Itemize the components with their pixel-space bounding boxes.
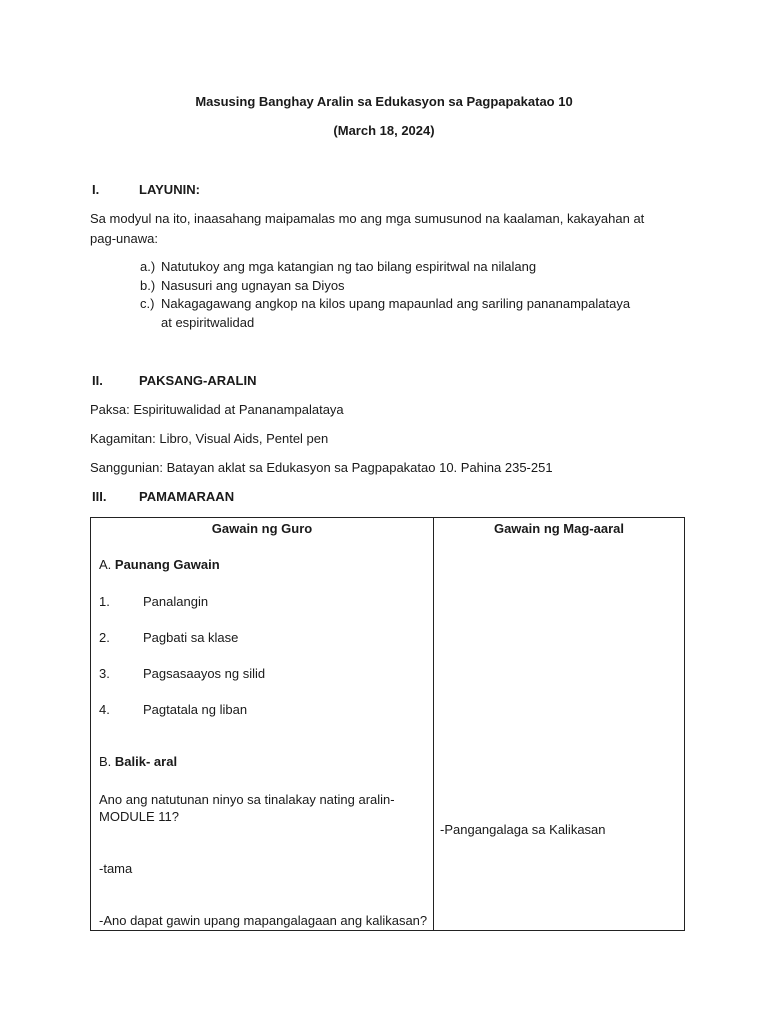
step-number: 4. bbox=[99, 702, 110, 717]
student-column bbox=[434, 518, 685, 931]
teacher-response: -tama bbox=[99, 861, 133, 876]
section-1-numeral: I. bbox=[92, 182, 100, 197]
section-3-numeral: III. bbox=[92, 489, 107, 504]
section-2-numeral: II. bbox=[92, 373, 103, 388]
review-question-line-1: Ano ang natutunan ninyo sa tinalakay nating aralin- bbox=[99, 792, 395, 807]
part-b-title: Balik- aral bbox=[114, 754, 178, 769]
part-b-heading bbox=[99, 754, 177, 769]
section-2-heading: PAKSANG-ARALIN bbox=[139, 373, 257, 388]
section-1-heading: LAYUNIN: bbox=[139, 182, 200, 197]
kagamitan-line: Kagamitan: Libro, Visual Aids, Pentel pen bbox=[90, 431, 329, 446]
document-title: Masusing Banghay Aralin sa Edukasyon sa Pagpapakatao 10 bbox=[195, 94, 573, 109]
part-a-heading bbox=[99, 557, 220, 572]
objective-marker: a.) bbox=[140, 259, 156, 274]
step-number: 1. bbox=[99, 594, 110, 609]
objective-marker: b.) bbox=[140, 277, 156, 293]
lesson-plan-table bbox=[90, 517, 685, 931]
step-text: Pagbati sa klase bbox=[143, 630, 239, 645]
objective-text: Nakagagawang angkop na kilos upang mapaunlad ang sariling pananampalataya at espiritwalidad bbox=[161, 296, 631, 330]
section-1-intro: Sa modyul na ito, inaasahang maipamalas mo ang mga sumusunod na kaalaman, kakayahan at pag-unawa: bbox=[90, 211, 645, 246]
objective-text: Nasusuri ang ugnayan sa Diyos bbox=[161, 277, 345, 293]
objective-text: Natutukoy ang mga katangian ng tao bilang espiritwal na nilalang bbox=[161, 259, 537, 274]
teacher-column-header: Gawain ng Guro bbox=[211, 521, 313, 536]
document-date: (March 18, 2024) bbox=[333, 123, 435, 138]
section-3-heading: PAMAMARAAN bbox=[139, 489, 235, 504]
step-number: 3. bbox=[99, 666, 110, 681]
part-a-prefix: A. bbox=[99, 557, 115, 572]
step-text: Panalangin bbox=[143, 594, 209, 609]
teacher-question-2: -Ano dapat gawin upang mapangalagaan ang kalikasan? bbox=[99, 913, 428, 928]
part-b-prefix: B. bbox=[99, 754, 115, 769]
objective-item bbox=[140, 258, 640, 277]
student-column-header: Gawain ng Mag-aaral bbox=[493, 521, 625, 536]
student-answer: -Pangangalaga sa Kalikasan bbox=[440, 822, 606, 837]
paksa-line: Paksa: Espirituwalidad at Pananampalataya bbox=[90, 402, 344, 417]
review-question-line-2: MODULE 11? bbox=[99, 809, 179, 824]
objective-marker: c.) bbox=[140, 296, 155, 311]
objective-item bbox=[140, 295, 640, 332]
step-text: Pagtatala ng liban bbox=[143, 702, 248, 717]
step-number: 2. bbox=[99, 630, 110, 645]
objectives-list bbox=[140, 258, 640, 332]
part-a-title: Paunang Gawain bbox=[114, 557, 220, 572]
table-row bbox=[91, 518, 685, 931]
teacher-column bbox=[91, 518, 434, 931]
sanggunian-line: Sanggunian: Batayan aklat sa Edukasyon sa Pagpapakatao 10. Pahina 235-251 bbox=[90, 460, 553, 475]
objective-item bbox=[140, 277, 640, 296]
step-text: Pagsasaayos ng silid bbox=[143, 666, 266, 681]
